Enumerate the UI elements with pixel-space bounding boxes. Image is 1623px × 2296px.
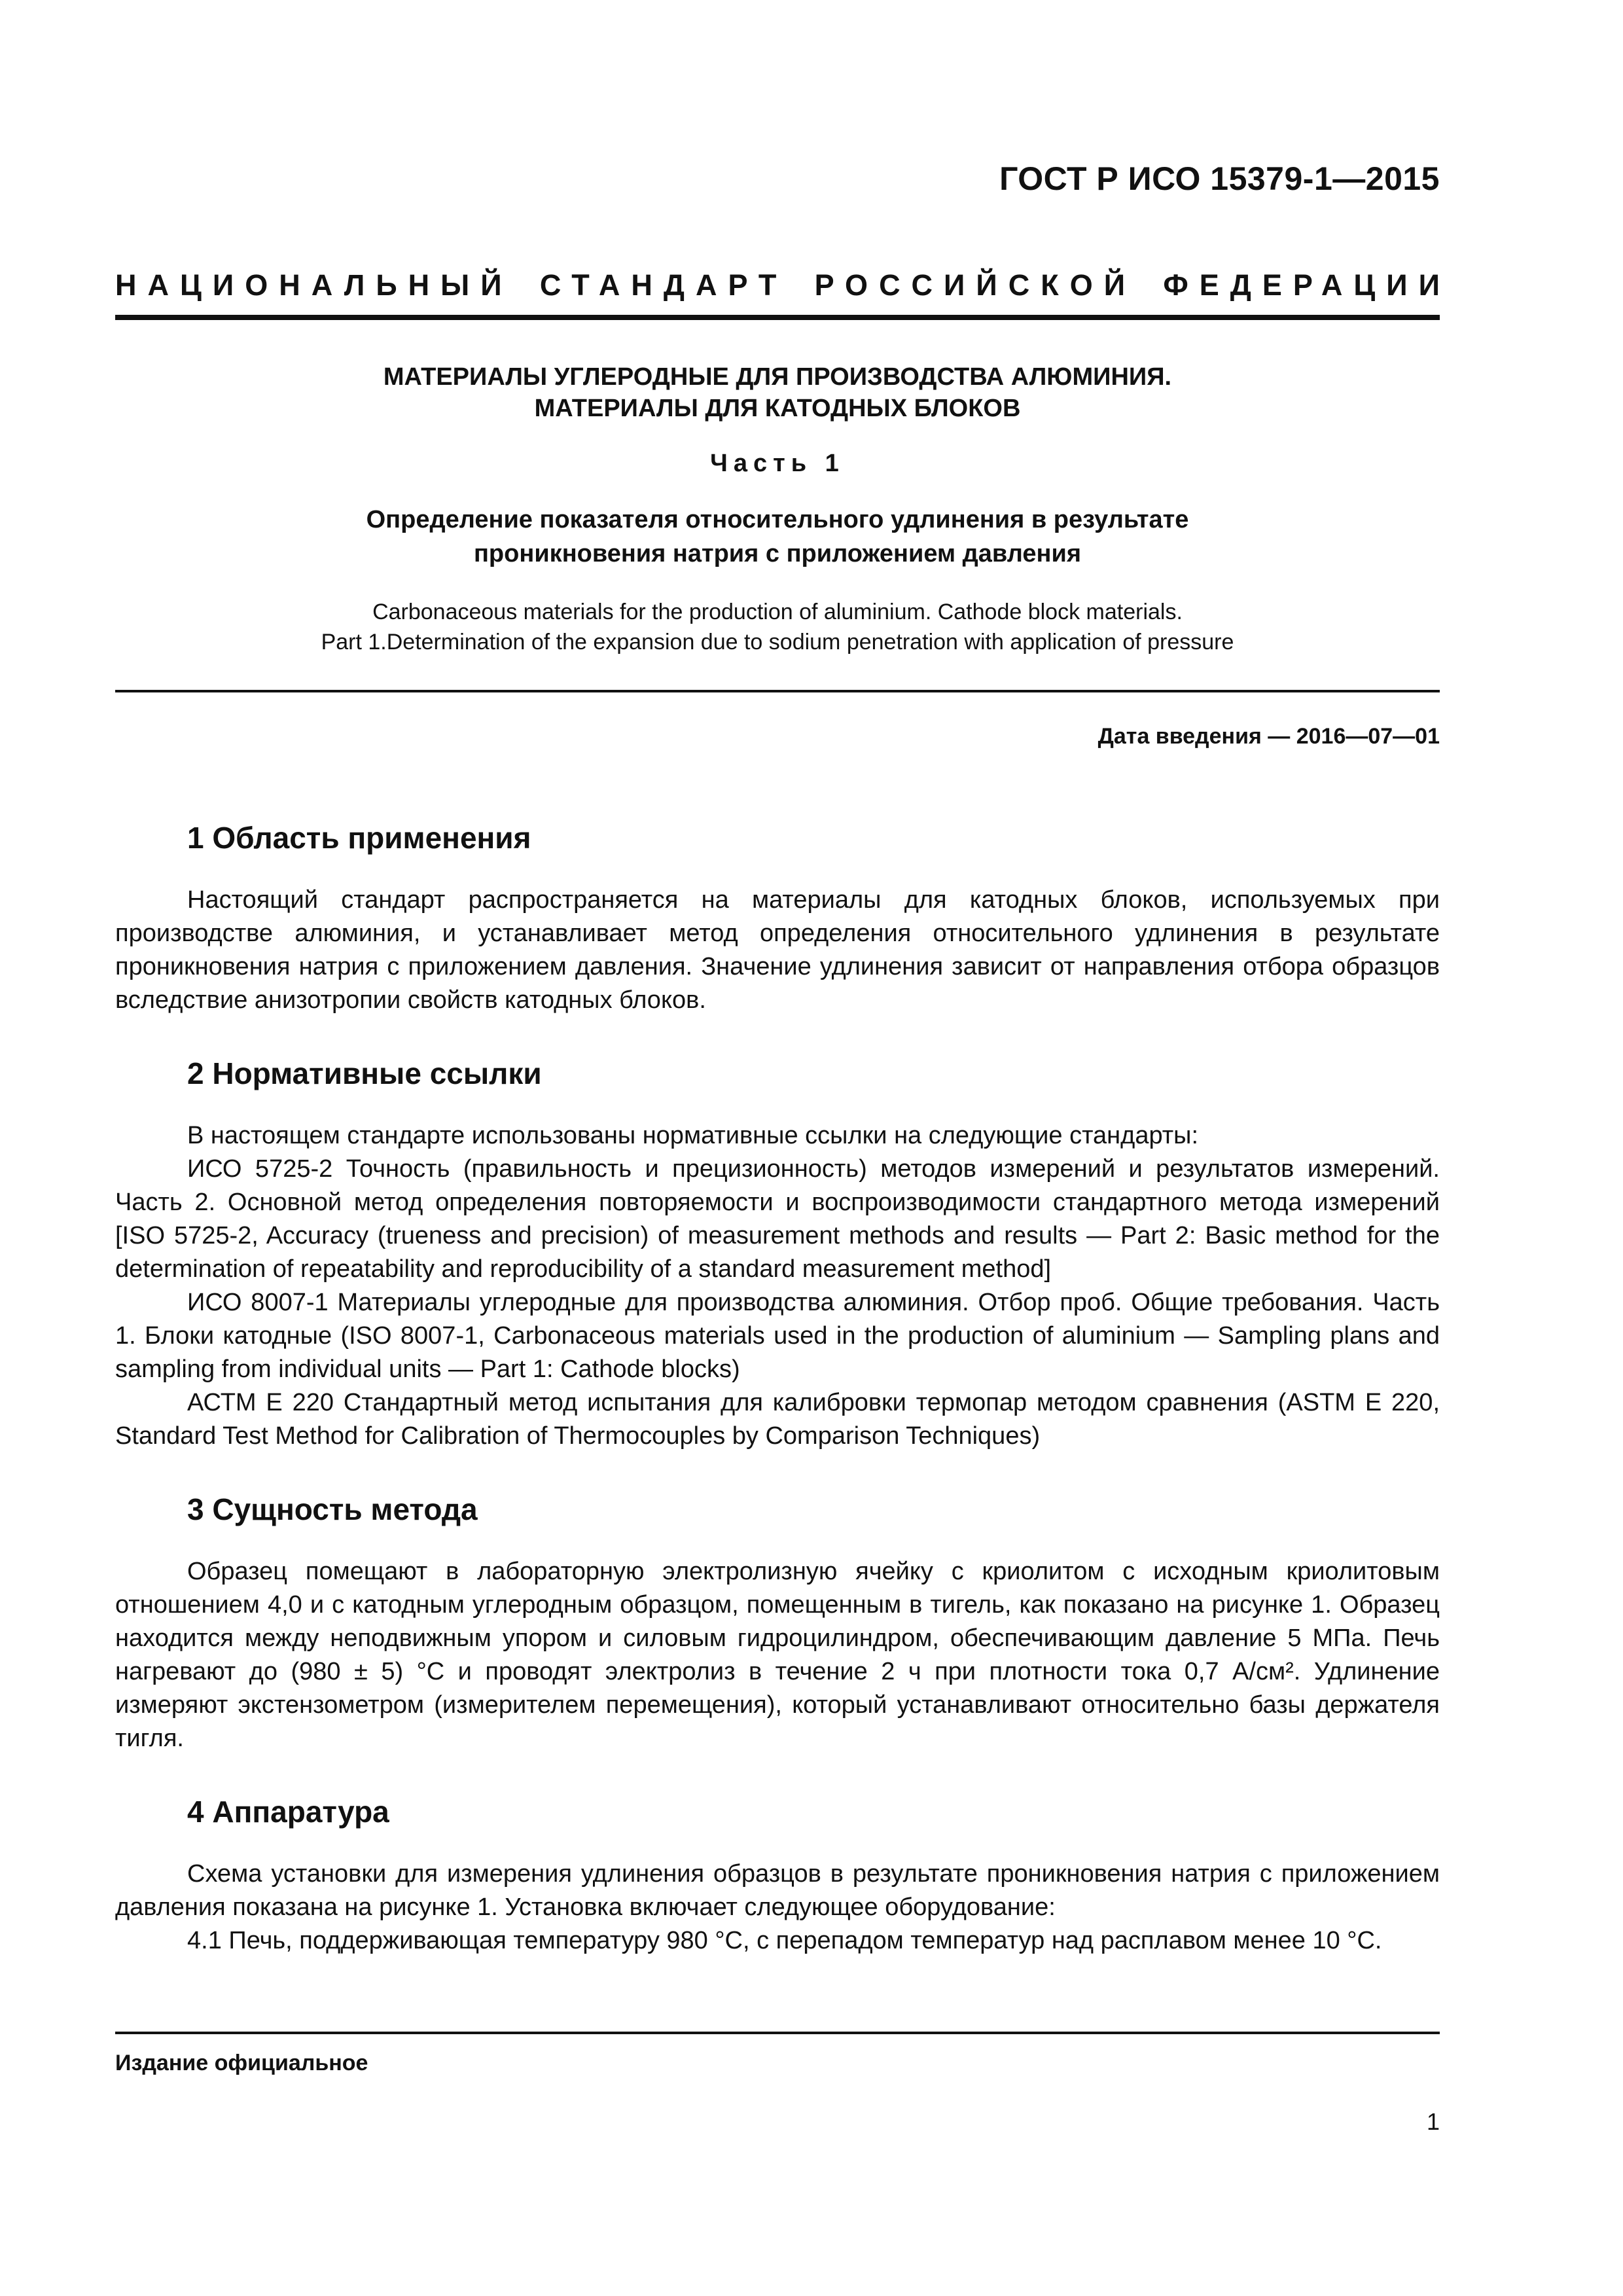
edition-label: Издание официальное: [115, 2051, 368, 2075]
paragraph: АСТМ Е 220 Стандартный метод испытания для калибровки термопар методом сравнения (ASTM E 220, Standard Test Method for Calibration of Thermocouples by Comparison Techniques): [115, 1389, 1440, 1450]
header-divider: [115, 315, 1440, 320]
subtitle-line: проникновения натрия с приложением давления: [473, 540, 1082, 567]
english-title-line: Carbonaceous materials for the production of aluminium. Cathode block materials.: [372, 600, 1183, 624]
section-apparatus: [115, 1792, 1440, 1958]
title-line: МАТЕРИАЛЫ УГЛЕРОДНЫЕ ДЛЯ ПРОИЗВОДСТВА АЛЮМИНИЯ.: [383, 363, 1172, 391]
section-heading: 4 Аппаратура: [187, 1795, 389, 1829]
document-subtitle: [115, 503, 1440, 571]
banner-word: СТАНДАРТ: [539, 268, 788, 302]
paragraph: Образец помещают в лабораторную электролизную ячейку с криолитом с исходным криолитовым отношением 4,0 и с катодным углеродным образцом, помещенным в тигель, как показано на рисунке 1. Образец находится между неподвижным упором и силовым гидроцилиндром, обеспечивающим давление 5 МПа. Печь нагревают до (980 ± 5) °С и проводят электролиз в течение 2 ч при плотности тока 0,7 А/см². Удлинение измеряют экстензометром (измерителем перемещения), который устанавливают относительно базы держателя тигля.: [115, 1558, 1440, 1752]
section-normative-references: [115, 1054, 1440, 1453]
banner-word: РОССИЙСКОЙ: [814, 268, 1137, 302]
section-heading: 3 Сущность метода: [187, 1492, 478, 1526]
paragraph: Настоящий стандарт распространяется на материалы для катодных блоков, используемых при производстве алюминия, и устанавливает метод определения относительного удлинения в результате проникновения натрия с приложением давления. Значение удлинения зависит от направления отбора образцов вследствие анизотропии свойств катодных блоков.: [115, 886, 1440, 1014]
paragraph: Схема установки для измерения удлинения образцов в результате проникновения натрия с приложением давления показана на рисунке 1. Установка включает следующее оборудование:: [115, 1860, 1440, 1921]
banner-word: ФЕДЕРАЦИИ: [1163, 268, 1451, 302]
document-body: [115, 818, 1440, 1994]
footer-divider: [115, 2032, 1440, 2034]
paragraph: 4.1 Печь, поддерживающая температуру 980 °С, с перепадом температур над расплавом менее 10 °С.: [187, 1927, 1382, 1954]
paragraph: В настоящем стандарте использованы нормативные ссылки на следующие стандарты:: [187, 1122, 1199, 1149]
page-number: 1: [1426, 2108, 1440, 2135]
english-title-line: Part 1.Determination of the expansion due to sodium penetration with application of pressure: [321, 630, 1234, 655]
paragraph: ИСО 5725-2 Точность (правильность и прецизионность) методов измерений и результатов измерений. Часть 2. Основной метод определения повторяемости и воспроизводимости стандартного метода измерений [ISO 5725-2, Accuracy (trueness and precision) of measurement methods and results — Part 2: Basic method for the determination of repeatability and reproducibility of a standard measurement method]: [115, 1155, 1440, 1283]
title-block: [115, 361, 1440, 657]
paragraph: ИСО 8007-1 Материалы углеродные для производства алюминия. Отбор проб. Общие требования. Часть 1. Блоки катодные (ISO 8007-1, Carbonaceous materials used in the production of aluminium — Sampling plans and sampling from individual units — Part 1: Cathode blocks): [115, 1289, 1440, 1383]
banner-word: НАЦИОНАЛЬНЫЙ: [115, 268, 513, 302]
document-page: [115, 0, 1451, 2296]
part-label: Часть 1: [710, 450, 845, 477]
introduction-date: Дата введения — 2016—07—01: [1097, 724, 1440, 749]
document-title: [115, 361, 1440, 424]
title-divider: [115, 690, 1440, 692]
section-heading: 1 Область применения: [187, 821, 531, 855]
national-standard-banner: [115, 268, 1451, 302]
english-title: [115, 597, 1440, 657]
section-scope: [115, 818, 1440, 1017]
document-code: ГОСТ Р ИСО 15379-1—2015: [999, 160, 1440, 197]
title-line: МАТЕРИАЛЫ ДЛЯ КАТОДНЫХ БЛОКОВ: [534, 395, 1021, 422]
section-heading: 2 Нормативные ссылки: [187, 1056, 542, 1090]
section-method-essence: [115, 1490, 1440, 1755]
subtitle-line: Определение показателя относительного удлинения в результате: [366, 506, 1189, 533]
